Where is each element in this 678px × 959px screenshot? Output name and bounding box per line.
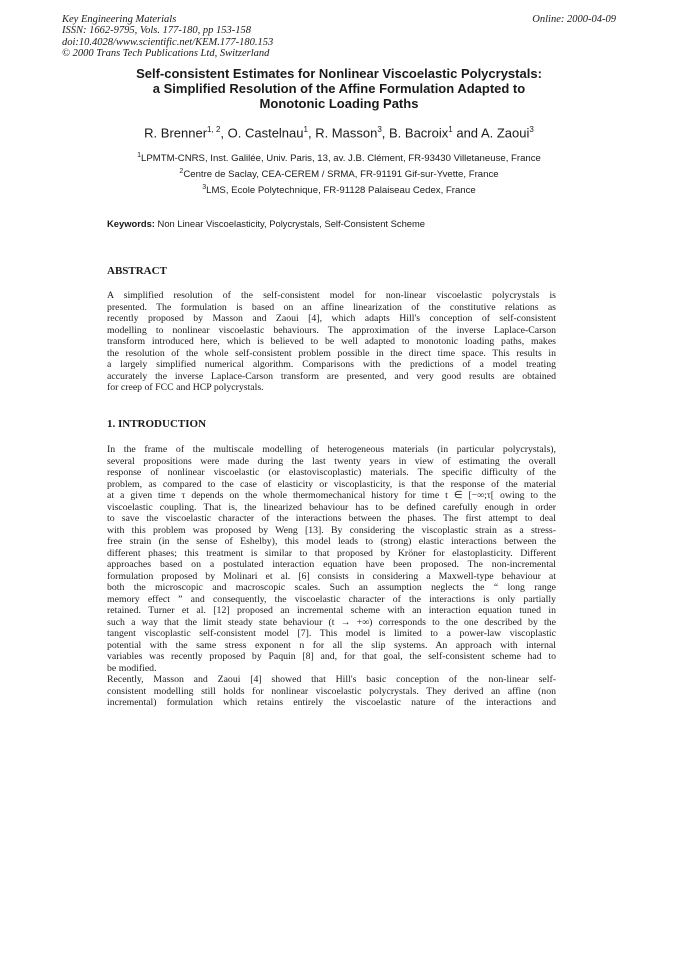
abstract-heading: ABSTRACT [107,265,167,277]
affiliation [62,168,616,180]
intro-line: memory effect ” and consequently, the viscoelastic character of the interactions is only partially [107,593,556,605]
intro-line: problem, as compared to the case of elasticity or viscoplasticity, is that the response of the material [107,478,556,490]
intro-line: consistent modelling still holds for nonlinear viscoelastic polycrystals. They derived an affine (non [107,685,556,697]
title-line: Monotonic Loading Paths [259,96,419,112]
author-conjunction: and [456,125,479,141]
intro-line: tangent viscoplastic self-consistent model [7]. This model is limited to a power-law viscoplastic [107,628,556,639]
abstract-line: A simplified resolution of the self-consistent model for non-linear viscoelastic polycrystals is [107,290,556,301]
affiliation-mark: 1 [137,152,141,159]
intro-line: free strain (in the sense of Eshelby), this model leads to (strong) elastic interactions between the [107,536,556,547]
affiliation-mark: 3 [202,184,207,191]
intro-line: both the microscopic and macroscopic scales. Such an assumption neglects the “ long range [107,582,556,593]
introduction-heading: 1. INTRODUCTION [107,418,207,430]
intro-line: different phases; this treatment is similar to that proposed by Kröner for elastoplasticity. Different [107,547,556,559]
intro-line: formulation proposed by Molinari et al. [6] consists in considering a Maxwell-type behaviour at [107,570,556,582]
intro-line: several propositions were made during the last twenty years in view of estimating the overall [107,455,556,467]
abstract-line: recently proposed by Masson and Zaoui [4], which adapts Hill's conception of self-consistent [107,313,556,324]
author-name: O. Castelnau [227,125,304,141]
abstract-body [107,290,556,394]
journal-copyright: © 2000 Trans Tech Publications Ltd, Switzerland [62,48,270,60]
online-date: Online: 2000-04-09 [532,14,616,25]
affiliation-text: LPMTM-CNRS, Inst. Galilée, Univ. Paris, 13, av. J.B. Clément, FR-93430 Villetaneuse, France [141,153,541,165]
affiliation-text: LMS, Ecole Polytechnique, FR-91128 Palaiseau Cedex, France [206,185,476,197]
author-affil-mark: 1 [448,125,453,134]
keywords [107,218,577,229]
abstract-line: presented. The formulation is based on an affine linearization of the constitutive relations as [107,301,556,313]
intro-line: Recently, Masson and Zaoui [4] showed that Hill's basic conception of the non-linear self- [107,674,556,685]
keywords-text: Non Linear Viscoelasticity, Polycrystals, Self-Consistent Scheme [157,218,426,229]
journal-name: Key Engineering Materials [62,14,177,25]
affiliation-mark: 2 [179,168,184,175]
author-name: A. Zaoui [480,125,530,141]
intro-line: to save the viscoelastic character of the interactions between the phases. The first attempt to deal [107,513,556,524]
intro-line: approaches based on a postulated interaction equation have been proposed. The non-incremental [107,559,556,570]
intro-line: at a given time τ depends on the whole thermomechanical history for time t ∈ [−∞;τ[ owing to the [107,490,556,501]
intro-line: with this problem was proposed by Weng [13]. By considering the viscoplastic strain as a stress- [107,524,556,536]
title-line: Self-consistent Estimates for Nonlinear Viscoelastic Polycrystals: [136,66,542,81]
affiliation-text: Centre de Saclay, CEA-CEREM / SRMA, FR-91191 Gif-sur-Yvette, France [183,169,499,181]
paper-title [100,66,578,112]
author-list: R. Brenner$^{1, 2}$, O. Castelnau$^1$, R. Masson$^3$, B. Bacroix$^1$ and A. Zaoui$^3$ [144,125,534,141]
author-affil-mark: 3 [529,125,534,134]
intro-line: incremental) formulation which retains entirely the viscoelastic nature of the interactions and [107,697,556,708]
intro-line: potential with the same stress exponent n for all the slip systems. An approach with internal [107,639,556,651]
author-affil-mark: 1 [303,125,308,134]
abstract-line: the resolution of the whole self-consistent problem possible in the direct time space. This results in [107,347,556,359]
keywords-label: Keywords: [107,218,155,229]
introduction-body [107,444,556,709]
intro-line: variables was recently proposed by Paquin [8] and, for that goal, the self-consistent scheme had to [107,651,556,662]
author-name: R. Brenner [144,125,208,141]
journal-issn: ISSN: 1662-9795, Vols. 177-180, pp 153-158 [62,25,251,37]
author-name: B. Bacroix [389,125,449,141]
author-affil-mark: 1, 2 [207,125,221,134]
intro-line: In the frame of the multiscale modelling of heterogeneous materials (in particular polycrystals), [107,444,556,455]
intro-line: viscoelastic coupling. That is, the linearized behaviour has to be defined carefully enough in order [107,501,556,513]
abstract-line: a largely simplified numerical algorithm. Comparisons with the predictions of a model treating [107,359,556,370]
author-affil-mark: 3 [377,125,382,134]
intro-line: retained. Turner et al. [12] proposed an incremental scheme with an interaction equation tuned in [107,605,556,616]
abstract-line: accurately the inverse Laplace-Carson transform are presented, and very good results are obtained [107,370,556,382]
affiliation [62,152,616,164]
abstract-line: modelling to nonlinear viscoelastic behaviours. The approximation of the inverse Laplace-Carson [107,324,556,336]
intro-line: be modified. [107,662,157,674]
journal-doi: doi:10.4028/www.scientific.net/KEM.177-180.153 [62,36,274,48]
abstract-line: for creep of FCC and HCP polycrystals. [107,382,264,393]
intro-line: such a way that the limit steady state behaviour (t → +∞) corresponds to the one described by the [107,616,556,628]
author-name: R. Masson [315,125,378,141]
abstract-line: transform introduced here, which is believed to be well adapted to monotonic loading paths, makes [107,336,556,347]
intro-line: response of nonlinear viscoelastic (or elastoviscoplastic) materials. The specific difficulty of the [107,467,556,478]
title-line: a Simplified Resolution of the Affine Formulation Adapted to [152,81,526,97]
affiliation [62,184,616,196]
